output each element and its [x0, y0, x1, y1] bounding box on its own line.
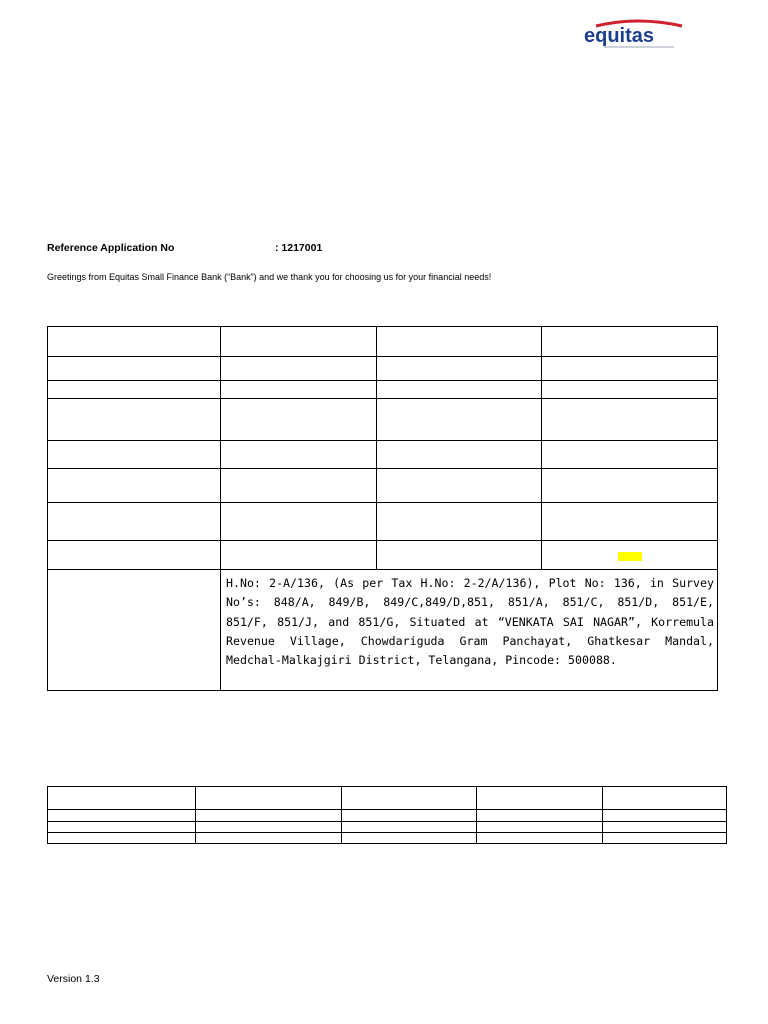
version-label: Version 1.3 [47, 973, 100, 985]
property-address: H.No: 2-A/136, (As per Tax H.No: 2-2/A/136), Plot No: 136, in Survey No’s: 848/A, 849/B, 849/C,849/D,851, 851/A, 851/C, 851/D, 851/E, 851/F, 851/J, and 851/G, Situated at “VENKATA SAI NAGAR”, Korremula Revenue Village, Chowdariguda Gram Panchayat, Ghatkesar Mandal, Medchal-Malkajgiri District, Telangana, Pincode: 500088. [221, 570, 718, 691]
equitas-logo [582, 18, 694, 50]
greeting-text: Greetings from Equitas Small Finance Bank (“Bank”) and we thank you for choosing us for your financial needs! [47, 272, 492, 282]
logo-wordmark: equitas [584, 25, 655, 47]
table-row [48, 357, 718, 381]
reference-value: : 1217001 [275, 242, 323, 254]
table-row [48, 503, 718, 541]
table-row [48, 381, 718, 399]
highlighted-mark [618, 552, 642, 561]
table-row [48, 327, 718, 357]
table-row [48, 822, 727, 833]
table-row [48, 399, 718, 441]
table-row [48, 441, 718, 469]
table-row [48, 810, 727, 822]
table-row [48, 469, 718, 503]
table-row [48, 833, 727, 844]
table-row [48, 541, 718, 570]
reference-label: Reference Application No [47, 242, 175, 254]
table-row [48, 570, 718, 691]
property-details-table [47, 326, 718, 691]
table-row [48, 787, 727, 810]
summary-table [47, 786, 727, 844]
